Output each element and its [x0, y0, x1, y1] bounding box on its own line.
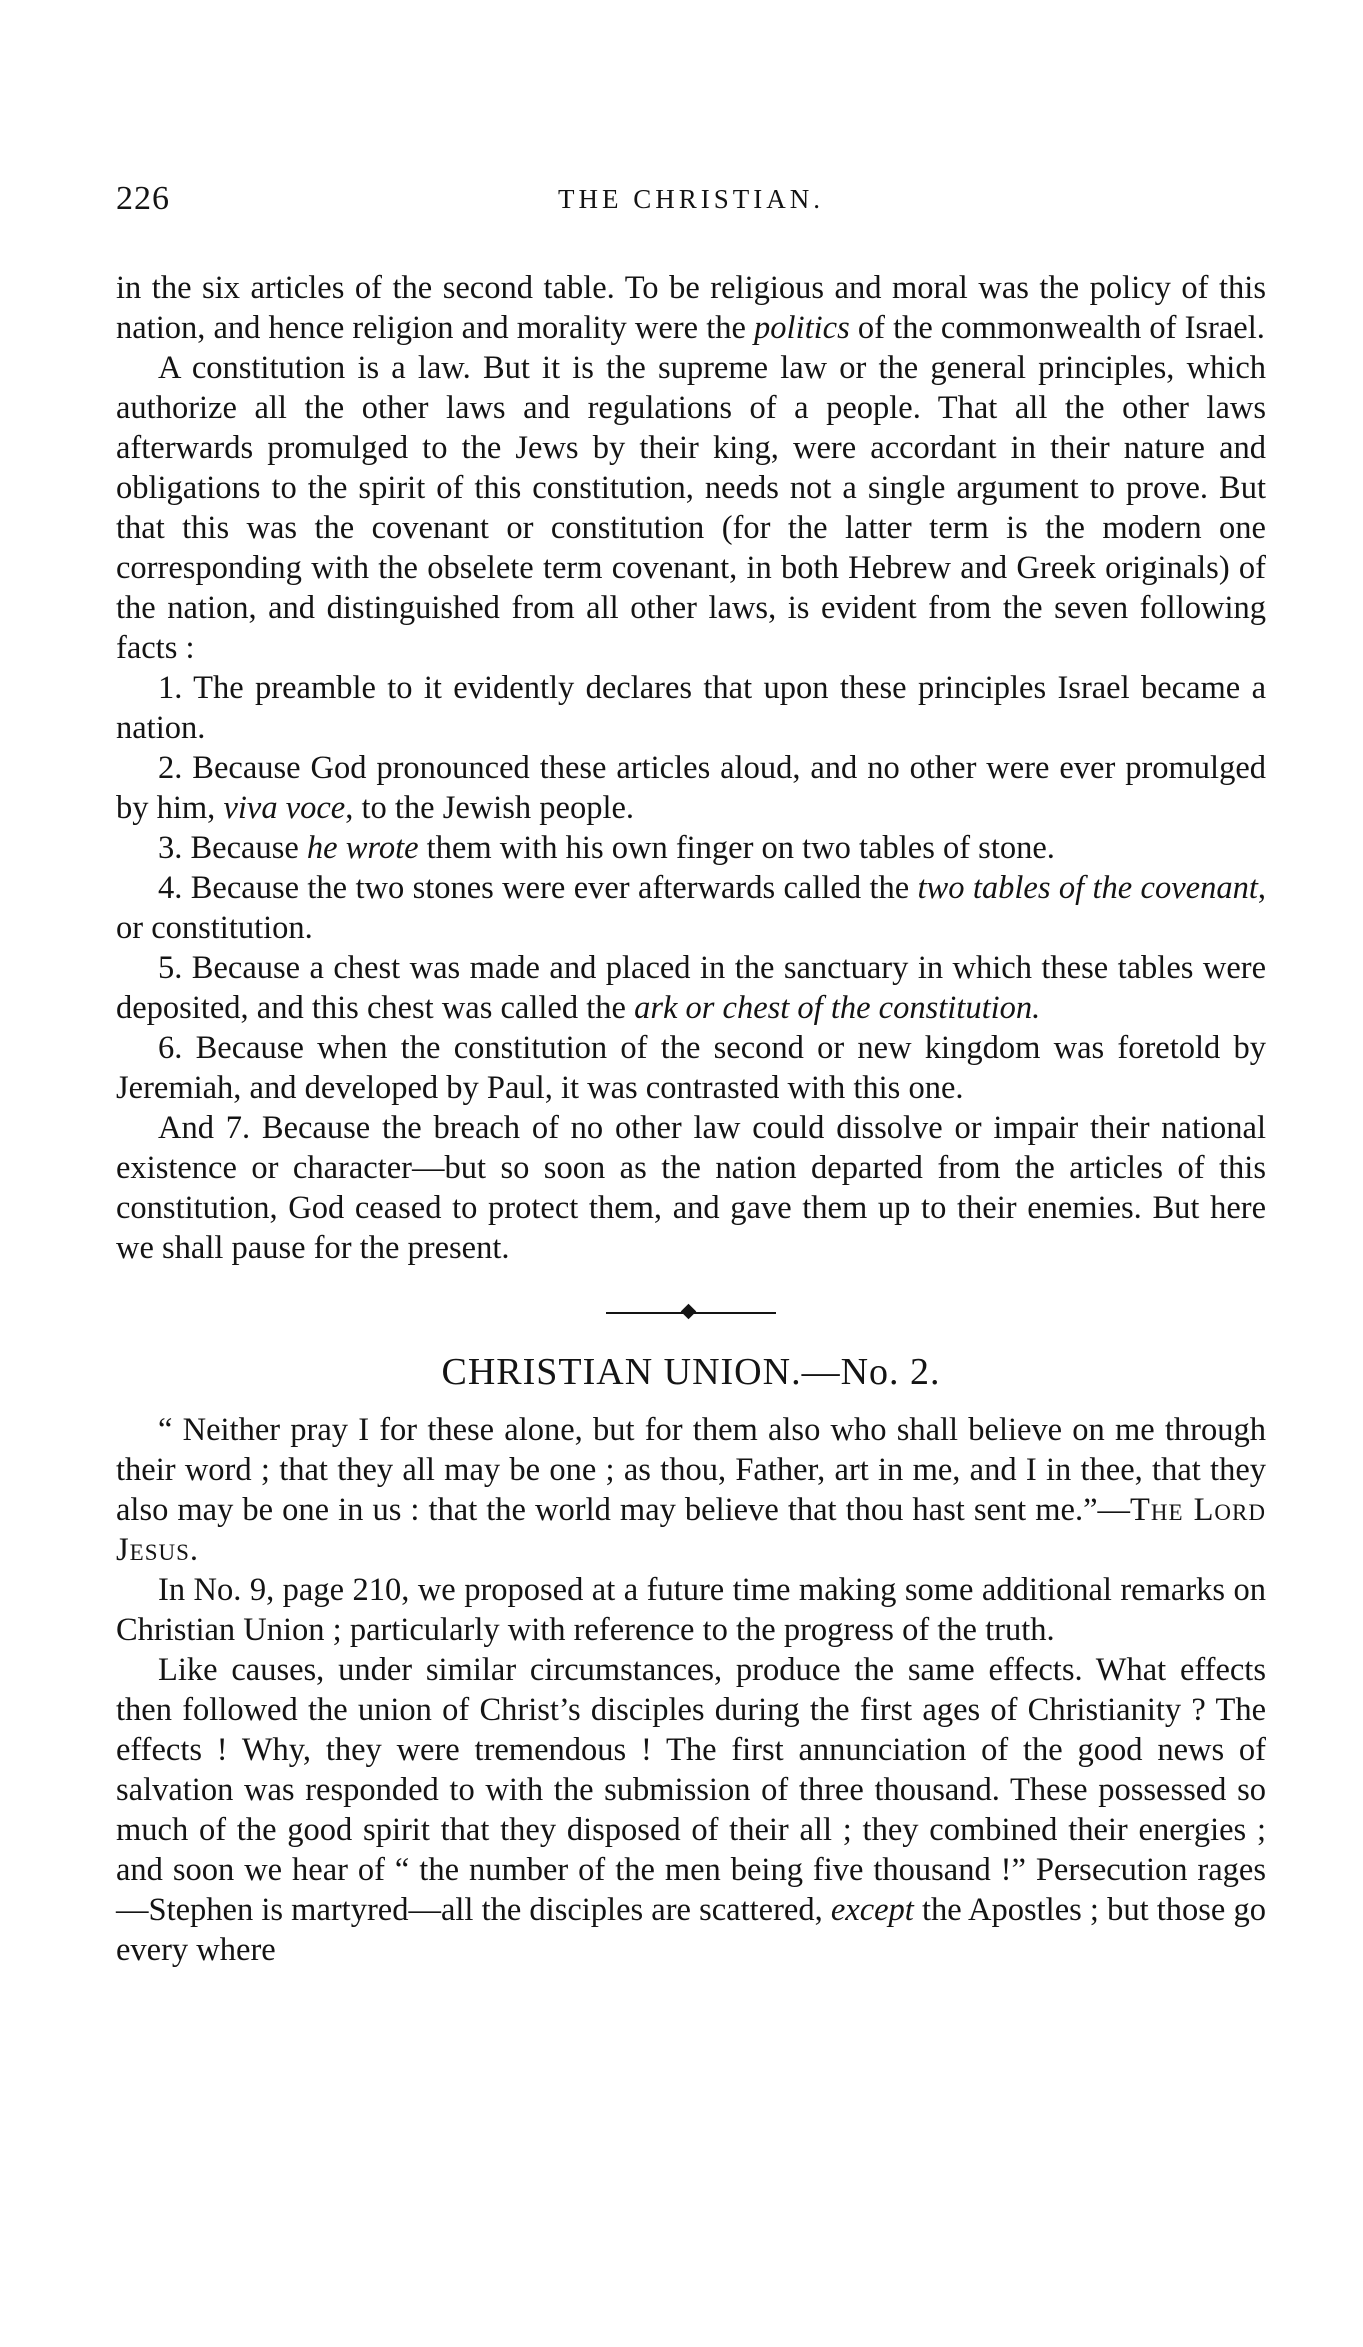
page — [116, 180, 1266, 1970]
fact-4: 4. Because the two stones were ever afterwards called the two tables of the covenant, or constitution. — [116, 870, 1266, 946]
fact-7: And 7. Because the breach of no other law could dissolve or impair their national existence or character—but so soon as the nation departed from the articles of this constitution, God ceased to protect them, and gave them up to their enemies. But here we shall pause for the present. — [116, 1110, 1266, 1266]
fact-2: 2. Because God pronounced these articles aloud, and no other were ever promulged by him, viva voce, to the Jewish people. — [116, 750, 1266, 826]
fact-6: 6. Because when the constitution of the second or new kingdom was foretold by Jeremiah, and developed by Paul, it was contrasted with this one. — [116, 1030, 1266, 1106]
paragraph-intro: In No. 9, page 210, we proposed at a future time making some additional remarks on Christian Union ; particularly with reference to the progress of the truth. — [116, 1572, 1266, 1648]
running-head — [116, 180, 1266, 228]
paragraph-constitution: A constitution is a law. But it is the supreme law or the general principles, which authorize all the other laws and regulations of a people. That all the other laws afterwards promulged to the Jews by their king, were accordant in their nature and obligations to the spirit of this constitution, needs not a single argument to prove. But that this was the covenant or constitution (for the latter term is the modern one corresponding with the obselete term covenant, in both Hebrew and Greek originals) of the nation, and distinguished from all other laws, is evident from the seven following facts : — [116, 350, 1266, 666]
paragraph-effects: Like causes, under similar circumstances, produce the same effects. What effects then followed the union of Christ’s disciples during the first ages of Christianity ? The effects ! Why, they were tremendous ! The first annunciation of the good news of salvation was responded to with the submission of three thousand. These possessed so much of the good spirit that they disposed of their all ; they combined their energies ; and soon we hear of “ the number of the men being five thousand !” Persecution rages—Stephen is martyred—all the disciples are scattered, except the Apostles ; but those go every where — [116, 1652, 1266, 1968]
journal-title: THE CHRISTIAN. — [558, 184, 824, 214]
section-title: CHRISTIAN UNION.—No. 2. — [441, 1351, 941, 1393]
italic-term: politics — [754, 310, 850, 346]
section-divider-ornament — [606, 1306, 776, 1320]
paragraph-continuation: in the six articles of the second table. To be religious and moral was the policy of this nation, and hence religion and morality were the politics of the commonwealth of Israel. — [116, 270, 1266, 346]
fact-5: 5. Because a chest was made and placed in the sanctuary in which these tables were deposited, and this chest was called the ark or chest of the constitution. — [116, 950, 1266, 1026]
diamond-icon — [681, 1304, 697, 1320]
epigraph-quote: “ Neither pray I for these alone, but for them also who shall believe on me through their word ; that they all may be one ; as thou, Father, art in me, and I in thee, that they also may be one in us : that the world may believe that thou hast sent me.”—The Lord Jesus. — [116, 1412, 1266, 1568]
page-number: 226 — [116, 180, 170, 217]
quote-attribution: The Lord Jesus. — [116, 1492, 1266, 1568]
fact-3: 3. Because he wrote them with his own finger on two tables of stone. — [158, 830, 1055, 866]
fact-1: 1. The preamble to it evidently declares that upon these principles Israel became a nation. — [116, 670, 1266, 746]
